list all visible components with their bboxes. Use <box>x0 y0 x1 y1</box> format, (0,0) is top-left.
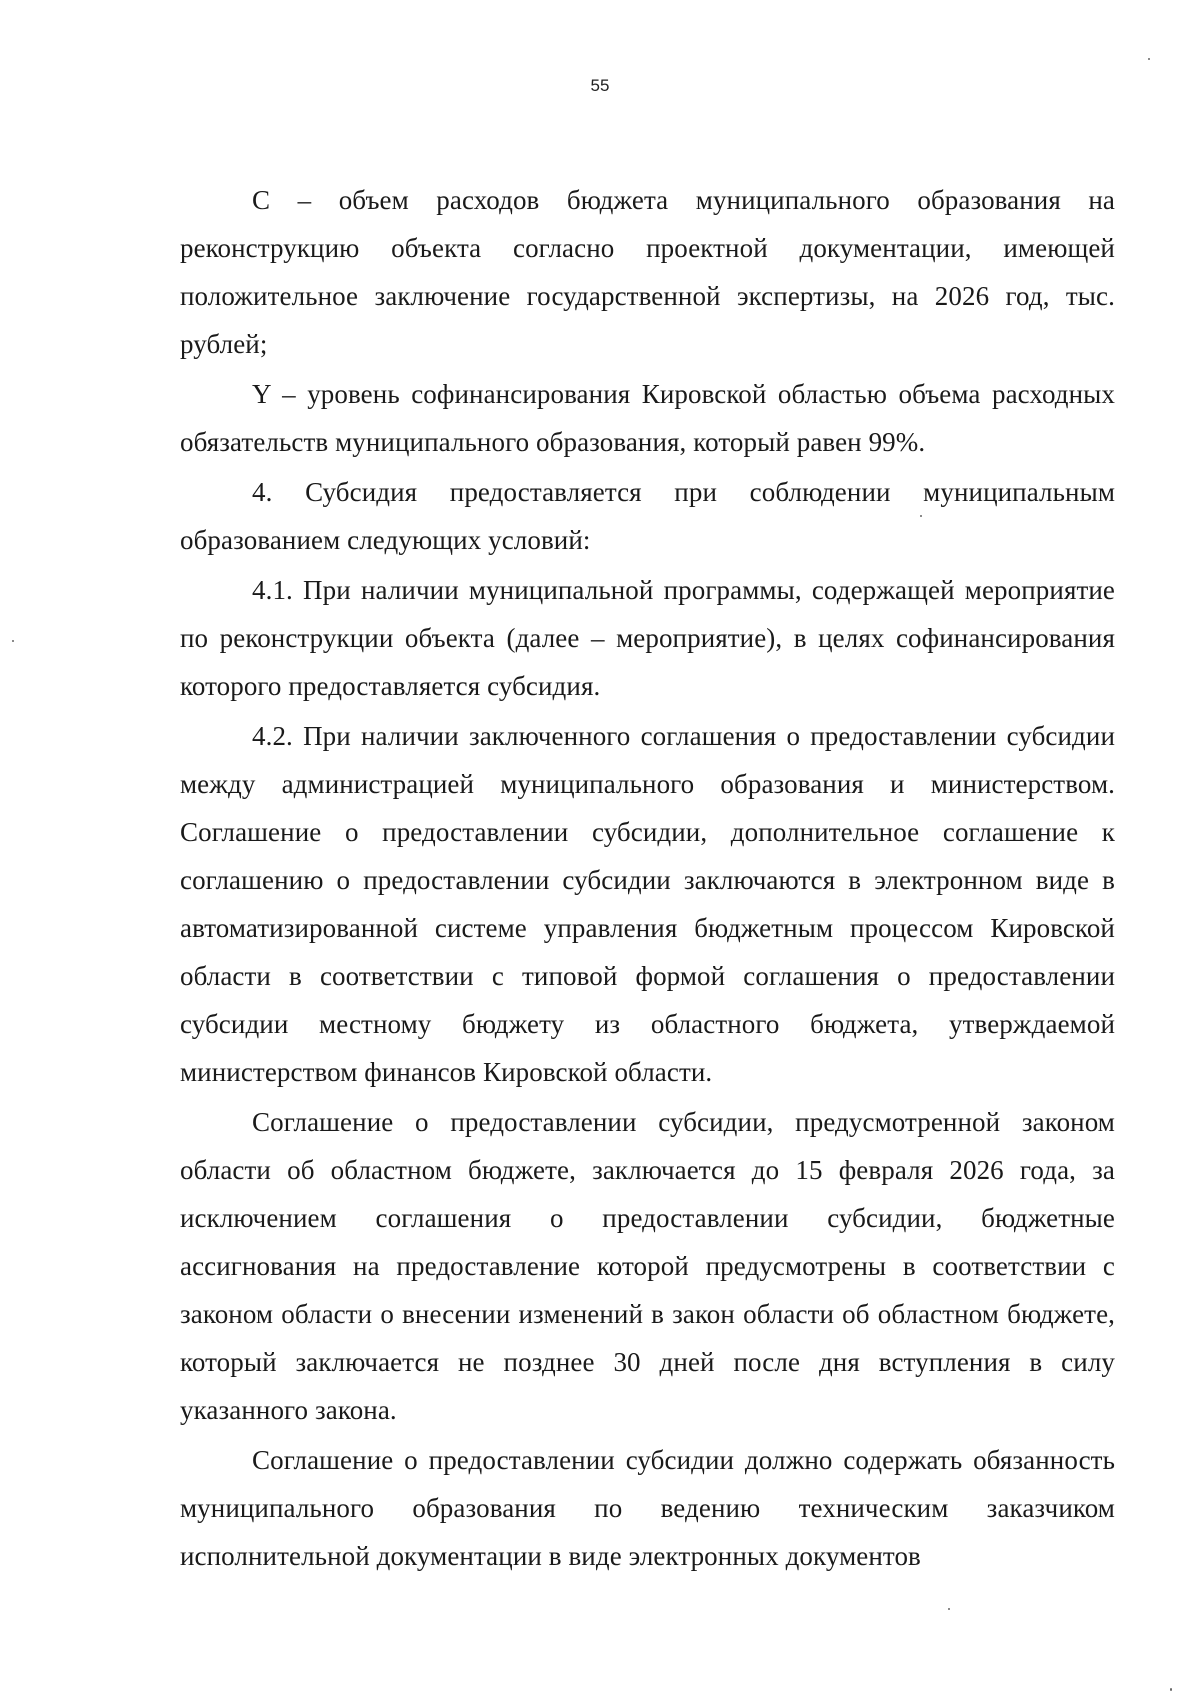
page-number: 55 <box>590 76 610 95</box>
scan-speck <box>920 515 922 517</box>
scan-speck <box>1148 58 1150 60</box>
scan-speck <box>1170 1688 1172 1691</box>
paragraph-y-definition: Y – уровень софинансирования Кировской областью объема расходных обязательств муниципального образования, который равен 99%. <box>180 379 1115 457</box>
document-body <box>180 176 1115 1582</box>
paragraph-item-4: 4. Субсидия предоставляется при соблюдении муниципальным образованием следующих условий: <box>180 477 1115 555</box>
scan-speck <box>948 1608 950 1610</box>
scan-speck <box>12 640 14 642</box>
paragraph-c-definition: C – объем расходов бюджета муниципального образования на реконструкцию объекта согласно проектной документации, имеющей положительное заключение государственной экспертизы, на 2026 год, тыс. рублей; <box>180 185 1115 359</box>
paragraph-item-4-1: 4.1. При наличии муниципальной программы, содержащей мероприятие по реконструкции объекта (далее – мероприятие), в целях софинансирования которого предоставляется субсидия. <box>180 575 1115 701</box>
paragraph-agreement-content: Соглашение о предоставлении субсидии должно содержать обязанность муниципального образования по ведению техническим заказчиком исполнительной документации в виде электронных документов <box>180 1445 1115 1571</box>
paragraph-item-4-2: 4.2. При наличии заключенного соглашения о предоставлении субсидии между администрацией муниципального образования и министерством. Соглашение о предоставлении субсидии, дополнительное соглашение к соглашению о предоставлении субсидии заключаются в электронном виде в автоматизированной системе управления бюджетным процессом Кировской области в соответствии с типовой формой соглашения о предоставлении субсидии местному бюджету из областного бюджета, утверждаемой министерством финансов Кировской области. <box>180 721 1115 1087</box>
paragraph-agreement-deadline: Соглашение о предоставлении субсидии, предусмотренной законом области об областном бюджете, заключается до 15 февраля 2026 года, за исключением соглашения о предоставлении субсидии, бюджетные ассигнования на предоставление которой предусмотрены в соответствии с законом области о внесении изменений в закон области об областном бюджете, который заключается не позднее 30 дней после дня вступления в силу указанного закона. <box>180 1107 1115 1425</box>
